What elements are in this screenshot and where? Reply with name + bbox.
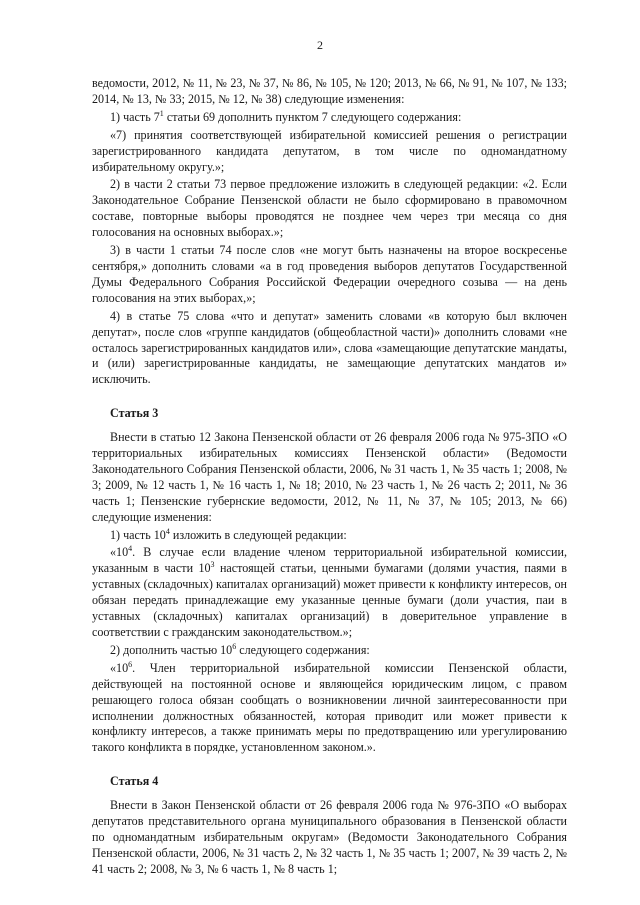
article-2-item-3: 3) в части 1 статьи 74 после слов «не могут быть назначены на второе воскресенье сентября,» дополнить словами «а в год проведения выборов депутатов Государственной Думы Федерального Собрания Российской Федерации очередного созыва — на день голосования на этих выборах,»;: [92, 243, 567, 305]
article-2-item-2: 2) в части 2 статьи 73 первое предложение изложить в следующей редакции: «2. Если Законодательное Собрание Пензенской области не было сформировано в правомочном составе, повторные выборы проводятся не позднее чем через три месяца со дня голосования на основных выборах.»;: [92, 177, 567, 240]
document-body: [92, 76, 567, 878]
article-3-item-1: 1) часть $10^4$ изложить в следующей редакции:: [110, 526, 347, 542]
article-2-item-1-quote: «7) принятия соответствующей избирательной комиссией решения о регистрации зарегистрированного кандидата депутатом, в том числе по одномандатному избирательному округу.»;: [92, 127, 567, 174]
article-2-item-4: 4) в статье 75 слова «что и депутат» заменить словами «в которую был включен депутат», после слов «группе кандидатов (общеобластной части)» дополнить словами «не осталось зарегистрированных кандидатов или», слова «замещающие депутатские мандаты, и (или) зарегистрированные кандидаты, не замещающие депутатских мандатов и» исключить.: [92, 308, 567, 387]
article-3-intro: Внести в статью 12 Закона Пензенской области от 26 февраля 2006 года № 975-ЗПО «О территориальных избирательных комиссиях Пензенской области» (Ведомости Законодательного Собрания Пензенской области, 2006, № 31 часть 1, № 35 часть 1; 2008, № 3; 2009, № 12 часть 1, № 16 часть 1, № 18; 2010, № 23 часть 1, № 26 часть 2; 2011, № 36 часть 1; Пензенские губернские ведомости, 2012, № 11, № 37, № 105; 2013, № 66) следующие изменения:: [92, 430, 567, 524]
article-3-item-2-quote: «$10^6$. Член территориальной избирательной комиссии Пензенской области, действующей на постоянной основе и являющейся юридическим лицом, с правом решающего голоса обязан сообщать о возникновении личной заинтересованности при исполнении должностных обязанностей, которая приводит или может привести к конфликту интересов, а также принимать меры по предотвращению или урегулированию такого конфликта в порядке, установленном законом.».: [92, 659, 567, 755]
page-number: 2: [317, 38, 323, 52]
article-2-intro-continuation: ведомости, 2012, № 11, № 23, № 37, № 86, № 105, № 120; 2013, № 66, № 91, № 107, № 133; 2014, № 13, № 33; 2015, № 12, № 38) следующие изменения:: [92, 76, 567, 106]
article-3-item-1-quote: «$10^4$. В случае если владение членом территориальной избирательной комиссии, указанным в части $10^3$ настоящей статьи, ценными бумагами (долями участия, паями в уставных (складочных) капиталах организаций) может привести к конфликту интересов, он обязан передать принадлежащие ему указанные ценные бумаги (доли участия, паи в уставных (складочных) капиталах организаций) в доверительное управление в соответствии с гражданским законодательством.»;: [92, 544, 567, 639]
article-3-item-2: 2) дополнить частью $10^6$ следующего содержания:: [110, 641, 370, 657]
article-2-item-1: 1) часть $7^1$ статьи 69 дополнить пунктом 7 следующего содержания:: [110, 108, 462, 124]
article-3-heading: Статья 3: [110, 406, 159, 421]
article-4-heading: Статья 4: [110, 774, 159, 789]
article-4-intro: Внести в Закон Пензенской области от 26 февраля 2006 года № 976-ЗПО «О выборах депутатов представительного органа муниципального образования в Пензенской области по одномандатным избирательным округам» (Ведомости Законодательного Собрания Пензенской области, 2006, № 31 часть 2, № 32 часть 1, № 35 часть 1; 2007, № 39 часть 2, № 41 часть 2; 2008, № 3, № 6 часть 1, № 8 часть 1;: [92, 798, 567, 876]
